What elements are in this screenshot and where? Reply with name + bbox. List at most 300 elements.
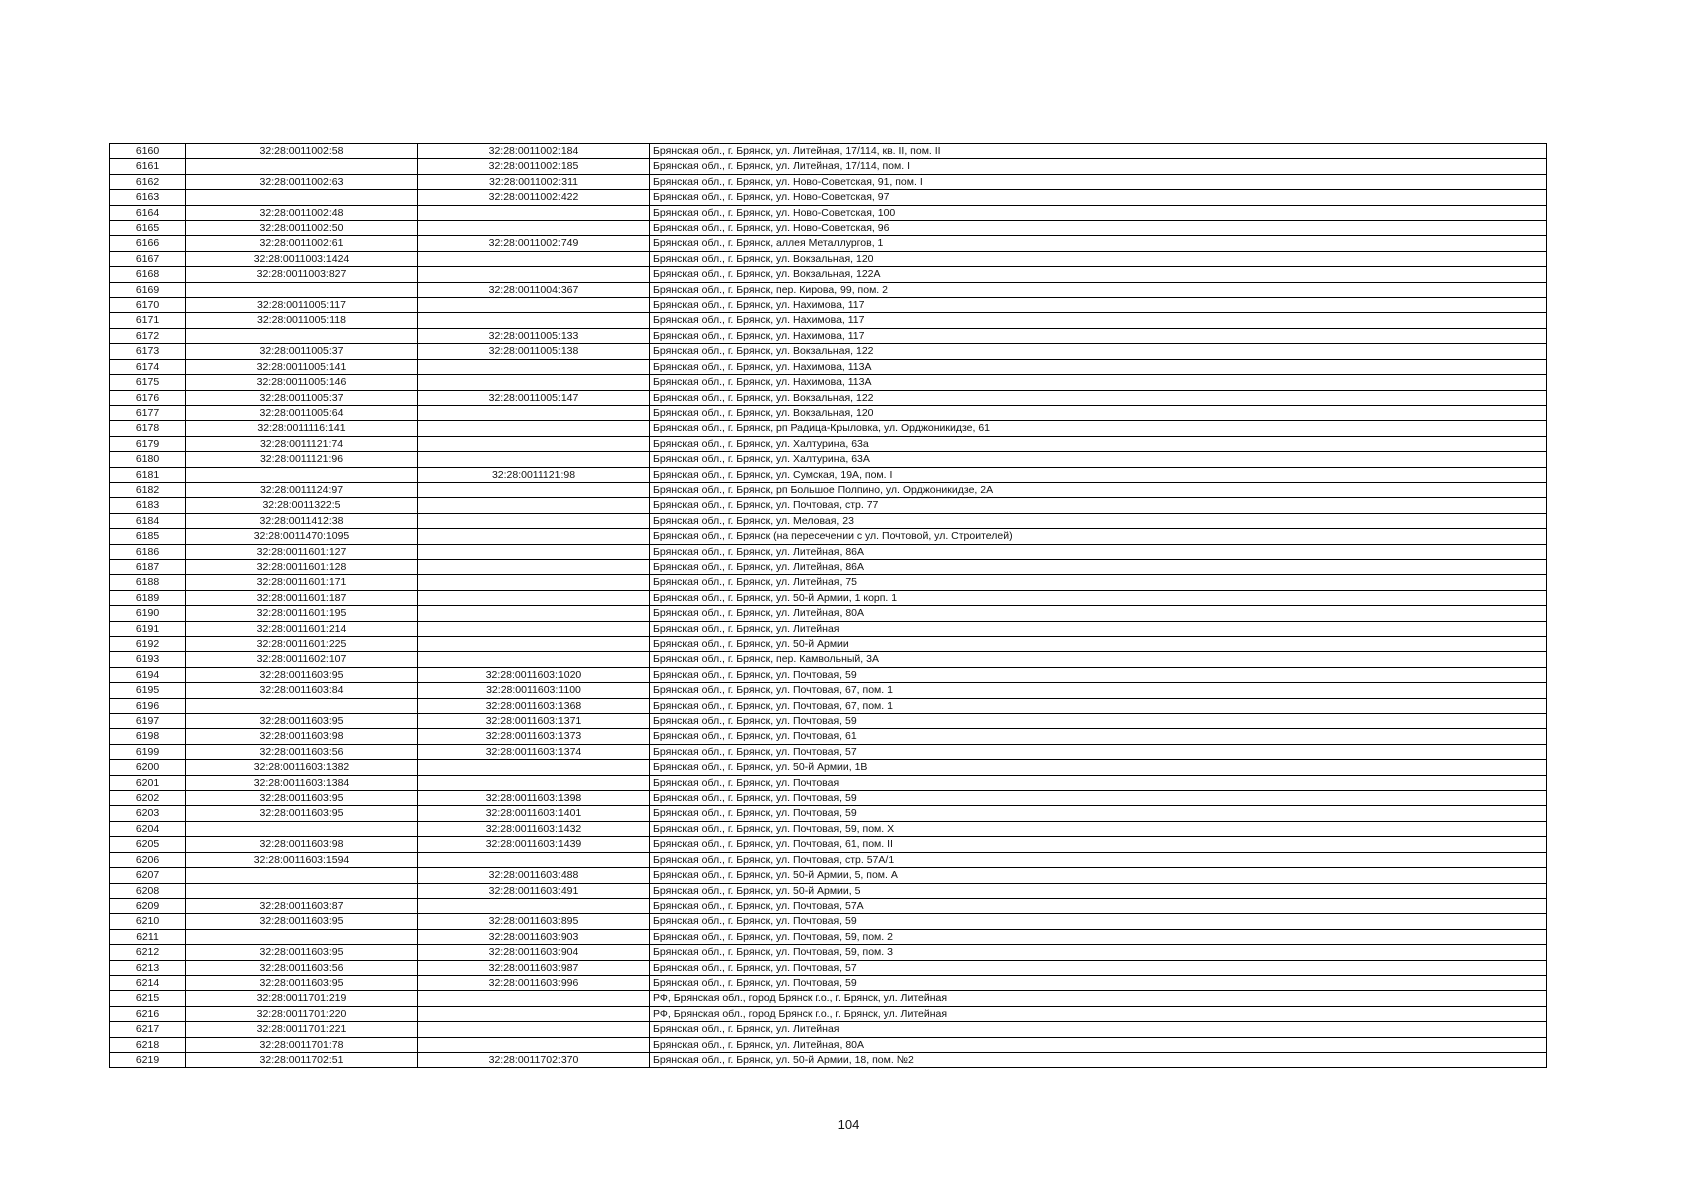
row-number-cell: 6194 xyxy=(110,667,186,682)
cadastral-number-cell xyxy=(186,190,418,205)
cadastral-number-cell: 32:28:0011601:187 xyxy=(186,590,418,605)
address-cell: Брянская обл., г. Брянск, ул. 50-й Армии, 5 xyxy=(650,883,1547,898)
row-number-cell: 6208 xyxy=(110,883,186,898)
related-cadastral-number-cell xyxy=(418,452,650,467)
row-number-cell: 6195 xyxy=(110,683,186,698)
address-cell: Брянская обл., г. Брянск, ул. Нахимова, 117 xyxy=(650,328,1547,343)
cadastral-number-cell xyxy=(186,282,418,297)
row-number-cell: 6209 xyxy=(110,898,186,913)
cadastral-number-cell: 32:28:0011002:50 xyxy=(186,221,418,236)
row-number-cell: 6182 xyxy=(110,482,186,497)
cadastral-number-cell: 32:28:0011412:38 xyxy=(186,513,418,528)
row-number-cell: 6188 xyxy=(110,575,186,590)
table-row xyxy=(110,991,1547,1006)
address-cell: Брянская обл., г. Брянск, ул. Литейная, 86А xyxy=(650,544,1547,559)
cadastral-number-cell: 32:28:0011603:1384 xyxy=(186,775,418,790)
registry-table xyxy=(109,143,1547,1068)
row-number-cell: 6191 xyxy=(110,621,186,636)
page-number: 104 xyxy=(837,1117,860,1132)
address-cell: Брянская обл., г. Брянск, ул. Вокзальная, 122 xyxy=(650,344,1547,359)
address-cell: Брянская обл., г. Брянск, ул. Почтовая, 67, пом. 1 xyxy=(650,683,1547,698)
cadastral-number-cell: 32:28:0011005:141 xyxy=(186,359,418,374)
row-number-cell: 6201 xyxy=(110,775,186,790)
cadastral-number-cell: 32:28:0011602:107 xyxy=(186,652,418,667)
table-row xyxy=(110,806,1547,821)
related-cadastral-number-cell: 32:28:0011121:98 xyxy=(418,467,650,482)
related-cadastral-number-cell xyxy=(418,1037,650,1052)
cadastral-number-cell: 32:28:0011701:220 xyxy=(186,1006,418,1021)
related-cadastral-number-cell xyxy=(418,436,650,451)
table-row xyxy=(110,498,1547,513)
row-number-cell: 6173 xyxy=(110,344,186,359)
related-cadastral-number-cell: 32:28:0011603:1020 xyxy=(418,667,650,682)
related-cadastral-number-cell: 32:28:0011702:370 xyxy=(418,1052,650,1067)
cadastral-number-cell: 32:28:0011701:219 xyxy=(186,991,418,1006)
table-row xyxy=(110,421,1547,436)
cadastral-number-cell xyxy=(186,467,418,482)
table-row xyxy=(110,1052,1547,1067)
related-cadastral-number-cell: 32:28:0011002:749 xyxy=(418,236,650,251)
table-row xyxy=(110,236,1547,251)
row-number-cell: 6164 xyxy=(110,205,186,220)
address-cell: Брянская обл., г. Брянск, ул. Почтовая, 59 xyxy=(650,667,1547,682)
row-number-cell: 6198 xyxy=(110,729,186,744)
row-number-cell: 6190 xyxy=(110,606,186,621)
table-row xyxy=(110,975,1547,990)
address-cell: Брянская обл., г. Брянск, ул. Литейная, 80А xyxy=(650,1037,1547,1052)
row-number-cell: 6210 xyxy=(110,914,186,929)
table-row xyxy=(110,174,1547,189)
related-cadastral-number-cell xyxy=(418,559,650,574)
table-row xyxy=(110,929,1547,944)
address-cell: Брянская обл., г. Брянск, ул. Почтовая, 59 xyxy=(650,806,1547,821)
cadastral-number-cell: 32:28:0011005:37 xyxy=(186,390,418,405)
cadastral-number-cell: 32:28:0011002:61 xyxy=(186,236,418,251)
address-cell: Брянская обл., г. Брянск, ул. Почтовая, 57А xyxy=(650,898,1547,913)
row-number-cell: 6197 xyxy=(110,714,186,729)
table-row xyxy=(110,513,1547,528)
row-number-cell: 6161 xyxy=(110,159,186,174)
row-number-cell: 6167 xyxy=(110,251,186,266)
address-cell: Брянская обл., г. Брянск, ул. Ново-Советская, 97 xyxy=(650,190,1547,205)
row-number-cell: 6165 xyxy=(110,221,186,236)
related-cadastral-number-cell xyxy=(418,513,650,528)
related-cadastral-number-cell xyxy=(418,529,650,544)
row-number-cell: 6180 xyxy=(110,452,186,467)
row-number-cell: 6184 xyxy=(110,513,186,528)
cadastral-number-cell: 32:28:0011601:225 xyxy=(186,637,418,652)
cadastral-number-cell: 32:28:0011601:214 xyxy=(186,621,418,636)
related-cadastral-number-cell xyxy=(418,544,650,559)
related-cadastral-number-cell: 32:28:0011603:895 xyxy=(418,914,650,929)
table-row xyxy=(110,837,1547,852)
registry-table-body xyxy=(110,144,1547,1068)
address-cell: Брянская обл., г. Брянск, ул. Почтовая, 57 xyxy=(650,960,1547,975)
table-row xyxy=(110,606,1547,621)
row-number-cell: 6160 xyxy=(110,144,186,159)
address-cell: Брянская обл., г. Брянск, ул. Почтовая, стр. 57А/1 xyxy=(650,852,1547,867)
cadastral-number-cell: 32:28:0011603:87 xyxy=(186,898,418,913)
cadastral-number-cell: 32:28:0011005:64 xyxy=(186,405,418,420)
address-cell: Брянская обл., г. Брянск, ул. Литейная, 80А xyxy=(650,606,1547,621)
row-number-cell: 6163 xyxy=(110,190,186,205)
table-row xyxy=(110,221,1547,236)
related-cadastral-number-cell xyxy=(418,606,650,621)
related-cadastral-number-cell: 32:28:0011603:1374 xyxy=(418,744,650,759)
address-cell: РФ, Брянская обл., город Брянск г.о., г. Брянск, ул. Литейная xyxy=(650,991,1547,1006)
row-number-cell: 6218 xyxy=(110,1037,186,1052)
address-cell: Брянская обл., г. Брянск, ул. Почтовая, 57 xyxy=(650,744,1547,759)
cadastral-number-cell: 32:28:0011603:84 xyxy=(186,683,418,698)
cadastral-number-cell: 32:28:0011601:171 xyxy=(186,575,418,590)
related-cadastral-number-cell: 32:28:0011005:133 xyxy=(418,328,650,343)
related-cadastral-number-cell xyxy=(418,621,650,636)
related-cadastral-number-cell xyxy=(418,405,650,420)
row-number-cell: 6215 xyxy=(110,991,186,1006)
related-cadastral-number-cell: 32:28:0011005:147 xyxy=(418,390,650,405)
row-number-cell: 6168 xyxy=(110,267,186,282)
address-cell: Брянская обл., г. Брянск, пер. Камвольный, 3А xyxy=(650,652,1547,667)
cadastral-number-cell xyxy=(186,328,418,343)
table-row xyxy=(110,852,1547,867)
related-cadastral-number-cell: 32:28:0011002:311 xyxy=(418,174,650,189)
related-cadastral-number-cell: 32:28:0011002:184 xyxy=(418,144,650,159)
row-number-cell: 6187 xyxy=(110,559,186,574)
cadastral-number-cell: 32:28:0011470:1095 xyxy=(186,529,418,544)
related-cadastral-number-cell: 32:28:0011603:488 xyxy=(418,868,650,883)
cadastral-number-cell xyxy=(186,159,418,174)
row-number-cell: 6162 xyxy=(110,174,186,189)
row-number-cell: 6214 xyxy=(110,975,186,990)
row-number-cell: 6207 xyxy=(110,868,186,883)
related-cadastral-number-cell: 32:28:0011002:422 xyxy=(418,190,650,205)
row-number-cell: 6202 xyxy=(110,791,186,806)
row-number-cell: 6206 xyxy=(110,852,186,867)
address-cell: Брянская обл., г. Брянск, ул. Нахимова, 113А xyxy=(650,359,1547,374)
cadastral-number-cell: 32:28:0011603:95 xyxy=(186,806,418,821)
table-row xyxy=(110,344,1547,359)
related-cadastral-number-cell xyxy=(418,421,650,436)
address-cell: Брянская обл., г. Брянск, ул. Нахимова, 117 xyxy=(650,298,1547,313)
related-cadastral-number-cell xyxy=(418,298,650,313)
row-number-cell: 6204 xyxy=(110,821,186,836)
related-cadastral-number-cell xyxy=(418,637,650,652)
related-cadastral-number-cell: 32:28:0011603:1371 xyxy=(418,714,650,729)
related-cadastral-number-cell xyxy=(418,498,650,513)
table-row xyxy=(110,714,1547,729)
row-number-cell: 6171 xyxy=(110,313,186,328)
related-cadastral-number-cell xyxy=(418,1022,650,1037)
address-cell: Брянская обл., г. Брянск, ул. Почтовая, 59 xyxy=(650,975,1547,990)
table-row xyxy=(110,482,1547,497)
related-cadastral-number-cell: 32:28:0011603:1100 xyxy=(418,683,650,698)
cadastral-number-cell: 32:28:0011121:96 xyxy=(186,452,418,467)
table-row xyxy=(110,883,1547,898)
table-row xyxy=(110,575,1547,590)
related-cadastral-number-cell xyxy=(418,575,650,590)
related-cadastral-number-cell: 32:28:0011002:185 xyxy=(418,159,650,174)
row-number-cell: 6199 xyxy=(110,744,186,759)
address-cell: Брянская обл., г. Брянск, ул. Почтовая, стр. 77 xyxy=(650,498,1547,513)
address-cell: Брянская обл., г. Брянск, ул. Литейная, 17/114, пом. I xyxy=(650,159,1547,174)
related-cadastral-number-cell xyxy=(418,590,650,605)
address-cell: Брянская обл., г. Брянск, ул. Литейная xyxy=(650,1022,1547,1037)
cadastral-number-cell: 32:28:0011603:95 xyxy=(186,667,418,682)
table-row xyxy=(110,452,1547,467)
table-row xyxy=(110,729,1547,744)
address-cell: Брянская обл., г. Брянск, ул. 50-й Армии, 1 корп. 1 xyxy=(650,590,1547,605)
address-cell: Брянская обл., г. Брянск, ул. Вокзальная, 122А xyxy=(650,267,1547,282)
cadastral-number-cell: 32:28:0011005:146 xyxy=(186,375,418,390)
address-cell: Брянская обл., г. Брянск, ул. Литейная, 17/114, кв. II, пом. II xyxy=(650,144,1547,159)
address-cell: Брянская обл., г. Брянск, ул. Литейная, 75 xyxy=(650,575,1547,590)
cadastral-number-cell: 32:28:0011601:195 xyxy=(186,606,418,621)
table-row xyxy=(110,298,1547,313)
row-number-cell: 6193 xyxy=(110,652,186,667)
related-cadastral-number-cell: 32:28:0011603:996 xyxy=(418,975,650,990)
row-number-cell: 6170 xyxy=(110,298,186,313)
address-cell: Брянская обл., г. Брянск, ул. Литейная xyxy=(650,621,1547,636)
row-number-cell: 6174 xyxy=(110,359,186,374)
related-cadastral-number-cell xyxy=(418,267,650,282)
table-row xyxy=(110,559,1547,574)
related-cadastral-number-cell xyxy=(418,991,650,1006)
address-cell: Брянская обл., г. Брянск, ул. Вокзальная, 122 xyxy=(650,390,1547,405)
table-row xyxy=(110,960,1547,975)
address-cell: Брянская обл., г. Брянск, ул. Халтурина, 63А xyxy=(650,452,1547,467)
cadastral-number-cell: 32:28:0011702:51 xyxy=(186,1052,418,1067)
cadastral-number-cell: 32:28:0011603:95 xyxy=(186,914,418,929)
address-cell: Брянская обл., г. Брянск, рп Радица-Крыловка, ул. Орджоникидзе, 61 xyxy=(650,421,1547,436)
address-cell: Брянская обл., г. Брянск, аллея Металлургов, 1 xyxy=(650,236,1547,251)
row-number-cell: 6183 xyxy=(110,498,186,513)
row-number-cell: 6205 xyxy=(110,837,186,852)
row-number-cell: 6169 xyxy=(110,282,186,297)
cadastral-number-cell: 32:28:0011116:141 xyxy=(186,421,418,436)
table-row xyxy=(110,760,1547,775)
address-cell: Брянская обл., г. Брянск, ул. 50-й Армии, 18, пом. №2 xyxy=(650,1052,1547,1067)
related-cadastral-number-cell: 32:28:0011603:1401 xyxy=(418,806,650,821)
address-cell: Брянская обл., г. Брянск, ул. Почтовая, 59, пом. 3 xyxy=(650,945,1547,960)
row-number-cell: 6196 xyxy=(110,698,186,713)
row-number-cell: 6177 xyxy=(110,405,186,420)
address-cell: Брянская обл., г. Брянск, ул. Нахимова, 113А xyxy=(650,375,1547,390)
cadastral-number-cell: 32:28:0011121:74 xyxy=(186,436,418,451)
table-row xyxy=(110,144,1547,159)
table-row xyxy=(110,1022,1547,1037)
table-row xyxy=(110,467,1547,482)
address-cell: Брянская обл., г. Брянск, ул. 50-й Армии, 5, пом. А xyxy=(650,868,1547,883)
cadastral-number-cell: 32:28:0011603:1382 xyxy=(186,760,418,775)
table-row xyxy=(110,1006,1547,1021)
related-cadastral-number-cell xyxy=(418,482,650,497)
row-number-cell: 6212 xyxy=(110,945,186,960)
address-cell: Брянская обл., г. Брянск, ул. Почтовая xyxy=(650,775,1547,790)
address-cell: Брянская обл., г. Брянск, ул. Ново-Советская, 96 xyxy=(650,221,1547,236)
related-cadastral-number-cell xyxy=(418,775,650,790)
table-row xyxy=(110,313,1547,328)
cadastral-number-cell: 32:28:0011005:118 xyxy=(186,313,418,328)
table-row xyxy=(110,375,1547,390)
related-cadastral-number-cell: 32:28:0011603:1432 xyxy=(418,821,650,836)
cadastral-number-cell xyxy=(186,868,418,883)
table-row xyxy=(110,190,1547,205)
related-cadastral-number-cell: 32:28:0011603:904 xyxy=(418,945,650,960)
address-cell: Брянская обл., г. Брянск, ул. Почтовая, 67, пом. 1 xyxy=(650,698,1547,713)
cadastral-number-cell xyxy=(186,883,418,898)
address-cell: Брянская обл., г. Брянск, ул. Ново-Советская, 100 xyxy=(650,205,1547,220)
related-cadastral-number-cell xyxy=(418,375,650,390)
row-number-cell: 6176 xyxy=(110,390,186,405)
address-cell: Брянская обл., г. Брянск, ул. Сумская, 19А, пом. I xyxy=(650,467,1547,482)
table-row xyxy=(110,667,1547,682)
address-cell: Брянская обл., г. Брянск, ул. Ново-Советская, 91, пом. I xyxy=(650,174,1547,189)
row-number-cell: 6166 xyxy=(110,236,186,251)
cadastral-number-cell: 32:28:0011003:827 xyxy=(186,267,418,282)
related-cadastral-number-cell: 32:28:0011603:1398 xyxy=(418,791,650,806)
address-cell: Брянская обл., г. Брянск, ул. Литейная, 86А xyxy=(650,559,1547,574)
related-cadastral-number-cell: 32:28:0011603:1373 xyxy=(418,729,650,744)
row-number-cell: 6179 xyxy=(110,436,186,451)
related-cadastral-number-cell xyxy=(418,760,650,775)
address-cell: Брянская обл., г. Брянск, ул. Почтовая, 59, пом. 2 xyxy=(650,929,1547,944)
row-number-cell: 6211 xyxy=(110,929,186,944)
table-row xyxy=(110,945,1547,960)
address-cell: Брянская обл., г. Брянск, рп Большое Полпино, ул. Орджоникидзе, 2А xyxy=(650,482,1547,497)
table-row xyxy=(110,898,1547,913)
cadastral-number-cell: 32:28:0011601:128 xyxy=(186,559,418,574)
table-row xyxy=(110,791,1547,806)
table-row xyxy=(110,914,1547,929)
cadastral-number-cell: 32:28:0011601:127 xyxy=(186,544,418,559)
related-cadastral-number-cell: 32:28:0011004:367 xyxy=(418,282,650,297)
table-row xyxy=(110,405,1547,420)
related-cadastral-number-cell xyxy=(418,1006,650,1021)
table-row xyxy=(110,1037,1547,1052)
cadastral-number-cell: 32:28:0011603:95 xyxy=(186,714,418,729)
address-cell: Брянская обл., г. Брянск, ул. 50-й Армии, 1В xyxy=(650,760,1547,775)
cadastral-number-cell: 32:28:0011603:95 xyxy=(186,791,418,806)
address-cell: Брянская обл., г. Брянск, ул. Почтовая, 61 xyxy=(650,729,1547,744)
cadastral-number-cell: 32:28:0011701:78 xyxy=(186,1037,418,1052)
address-cell: Брянская обл., г. Брянск, ул. Меловая, 23 xyxy=(650,513,1547,528)
row-number-cell: 6185 xyxy=(110,529,186,544)
table-row xyxy=(110,282,1547,297)
cadastral-number-cell: 32:28:0011003:1424 xyxy=(186,251,418,266)
table-row xyxy=(110,698,1547,713)
table-row xyxy=(110,159,1547,174)
related-cadastral-number-cell: 32:28:0011603:903 xyxy=(418,929,650,944)
cadastral-number-cell: 32:28:0011005:117 xyxy=(186,298,418,313)
table-row xyxy=(110,652,1547,667)
table-row xyxy=(110,529,1547,544)
cadastral-number-cell: 32:28:0011603:98 xyxy=(186,729,418,744)
address-cell: Брянская обл., г. Брянск, ул. Вокзальная, 120 xyxy=(650,405,1547,420)
cadastral-number-cell: 32:28:0011603:95 xyxy=(186,945,418,960)
cadastral-number-cell: 32:28:0011002:58 xyxy=(186,144,418,159)
row-number-cell: 6172 xyxy=(110,328,186,343)
table-row xyxy=(110,775,1547,790)
cadastral-number-cell: 32:28:0011002:63 xyxy=(186,174,418,189)
row-number-cell: 6203 xyxy=(110,806,186,821)
table-row xyxy=(110,251,1547,266)
related-cadastral-number-cell: 32:28:0011603:1439 xyxy=(418,837,650,852)
table-row xyxy=(110,683,1547,698)
address-cell: Брянская обл., г. Брянск, ул. 50-й Армии xyxy=(650,637,1547,652)
cadastral-number-cell xyxy=(186,821,418,836)
cadastral-number-cell: 32:28:0011603:1594 xyxy=(186,852,418,867)
related-cadastral-number-cell xyxy=(418,221,650,236)
related-cadastral-number-cell xyxy=(418,852,650,867)
related-cadastral-number-cell: 32:28:0011603:987 xyxy=(418,960,650,975)
address-cell: Брянская обл., г. Брянск (на пересечении с ул. Почтовой, ул. Строителей) xyxy=(650,529,1547,544)
row-number-cell: 6186 xyxy=(110,544,186,559)
table-row xyxy=(110,621,1547,636)
address-cell: РФ, Брянская обл., город Брянск г.о., г. Брянск, ул. Литейная xyxy=(650,1006,1547,1021)
cadastral-number-cell: 32:28:0011603:56 xyxy=(186,744,418,759)
related-cadastral-number-cell: 32:28:0011005:138 xyxy=(418,344,650,359)
row-number-cell: 6181 xyxy=(110,467,186,482)
related-cadastral-number-cell xyxy=(418,205,650,220)
address-cell: Брянская обл., г. Брянск, ул. Почтовая, 59 xyxy=(650,714,1547,729)
cadastral-number-cell: 32:28:0011124:97 xyxy=(186,482,418,497)
row-number-cell: 6219 xyxy=(110,1052,186,1067)
table-row xyxy=(110,359,1547,374)
related-cadastral-number-cell xyxy=(418,251,650,266)
related-cadastral-number-cell xyxy=(418,313,650,328)
cadastral-number-cell: 32:28:0011603:95 xyxy=(186,975,418,990)
address-cell: Брянская обл., г. Брянск, ул. Вокзальная, 120 xyxy=(650,251,1547,266)
table-row xyxy=(110,868,1547,883)
related-cadastral-number-cell: 32:28:0011603:491 xyxy=(418,883,650,898)
cadastral-number-cell xyxy=(186,929,418,944)
row-number-cell: 6217 xyxy=(110,1022,186,1037)
table-row xyxy=(110,390,1547,405)
address-cell: Брянская обл., г. Брянск, ул. Почтовая, 59, пом. X xyxy=(650,821,1547,836)
cadastral-number-cell: 32:28:0011701:221 xyxy=(186,1022,418,1037)
address-cell: Брянская обл., г. Брянск, ул. Нахимова, 117 xyxy=(650,313,1547,328)
address-cell: Брянская обл., г. Брянск, ул. Почтовая, 61, пом. II xyxy=(650,837,1547,852)
table-row xyxy=(110,590,1547,605)
row-number-cell: 6216 xyxy=(110,1006,186,1021)
address-cell: Брянская обл., г. Брянск, ул. Почтовая, 59 xyxy=(650,791,1547,806)
row-number-cell: 6189 xyxy=(110,590,186,605)
table-row xyxy=(110,744,1547,759)
table-row xyxy=(110,205,1547,220)
row-number-cell: 6213 xyxy=(110,960,186,975)
cadastral-number-cell: 32:28:0011005:37 xyxy=(186,344,418,359)
related-cadastral-number-cell xyxy=(418,898,650,913)
address-cell: Брянская обл., г. Брянск, ул. Почтовая, 59 xyxy=(650,914,1547,929)
cadastral-number-cell: 32:28:0011603:98 xyxy=(186,837,418,852)
row-number-cell: 6200 xyxy=(110,760,186,775)
table-row xyxy=(110,328,1547,343)
cadastral-number-cell: 32:28:0011603:56 xyxy=(186,960,418,975)
table-row xyxy=(110,544,1547,559)
row-number-cell: 6192 xyxy=(110,637,186,652)
address-cell: Брянская обл., г. Брянск, пер. Кирова, 99, пом. 2 xyxy=(650,282,1547,297)
related-cadastral-number-cell xyxy=(418,359,650,374)
row-number-cell: 6178 xyxy=(110,421,186,436)
table-row xyxy=(110,821,1547,836)
table-row xyxy=(110,637,1547,652)
table-row xyxy=(110,267,1547,282)
cadastral-number-cell xyxy=(186,698,418,713)
cadastral-number-cell: 32:28:0011002:48 xyxy=(186,205,418,220)
table-row xyxy=(110,436,1547,451)
cadastral-number-cell: 32:28:0011322:5 xyxy=(186,498,418,513)
related-cadastral-number-cell xyxy=(418,652,650,667)
